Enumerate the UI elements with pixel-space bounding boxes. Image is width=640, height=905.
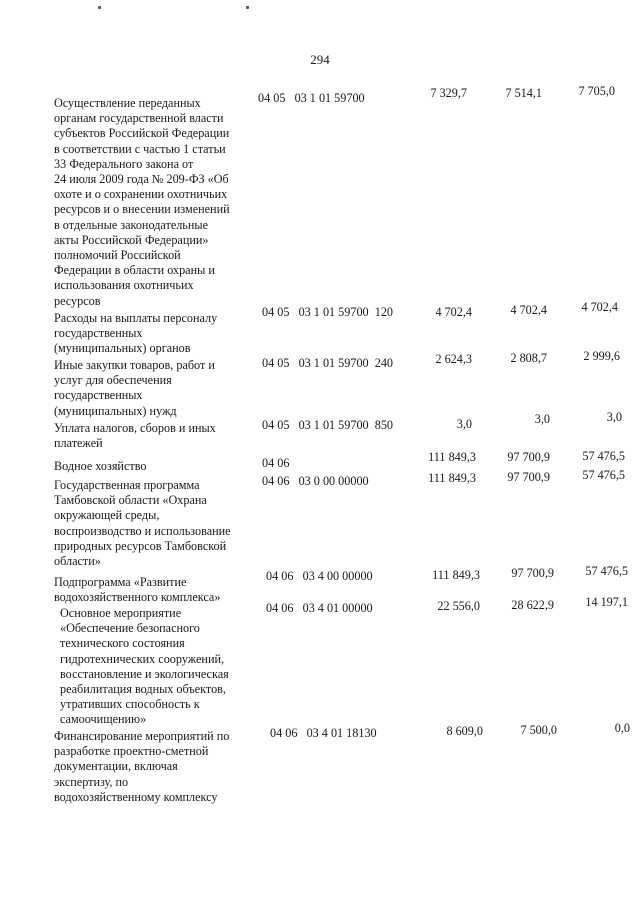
row-value-3: 4 702,4 <box>581 300 618 314</box>
row-value-2: 7 514,1 <box>505 86 542 100</box>
row-value-2: 97 700,9 <box>507 450 550 464</box>
row-description: Расходы на выплаты персоналу государственных (муниципальных) органов <box>54 311 218 356</box>
row-value-1: 8 609,0 <box>446 724 483 738</box>
row-value-3: 2 999,6 <box>583 349 620 363</box>
row-value-1: 3,0 <box>456 417 472 431</box>
row-code: 04 05 03 1 01 59700 240 <box>262 356 394 370</box>
row-description: Уплата налогов, сборов и иных платежей <box>54 421 216 451</box>
row-description: Основное мероприятие «Обеспечение безопасного технического состояния гидротехнических сооружений, восстановление и экологическая реабилитация водных объектов, утративших способность к самоочищению» <box>60 606 229 727</box>
row-value-3: 57 476,5 <box>585 564 628 578</box>
row-value-2: 3,0 <box>534 412 550 426</box>
row-value-1: 7 329,7 <box>430 86 467 100</box>
row-value-2: 7 500,0 <box>520 723 557 737</box>
row-value-3: 7 705,0 <box>578 84 615 98</box>
row-code: 04 06 03 4 01 00000 <box>266 601 373 615</box>
row-description: Государственная программа Тамбовской области «Охрана окружающей среды, воспроизводство и использование природных ресурсов Тамбовской области» <box>54 478 231 569</box>
row-value-1: 22 556,0 <box>437 599 480 613</box>
row-code: 04 06 03 4 01 18130 <box>270 726 377 740</box>
row-value-2: 97 700,9 <box>507 470 550 484</box>
row-value-1: 4 702,4 <box>435 305 472 319</box>
row-value-2: 28 622,9 <box>511 598 554 612</box>
scan-speck <box>98 6 101 9</box>
row-value-3: 3,0 <box>606 410 622 424</box>
row-code: 04 06 <box>262 456 290 470</box>
row-description: Водное хозяйство <box>54 459 147 473</box>
row-description: Осуществление переданных органам государственной власти субъектов Российской Федерации в соответствии с частью 1 статьи 33 Федерального закона от 24 июля 2009 года № 209-ФЗ «Об охоте и о сохранении охотничьих ресурсов и о внесении изменений в отдельные законодательные акты Российской Федерации» полномочий Российской Федерации в области охраны и использования охотничьих ресурсов <box>54 96 230 308</box>
row-description: Подпрограмма «Развитие водохозяйственного комплекса» <box>54 575 221 605</box>
row-code: 04 05 03 1 01 59700 850 <box>262 418 394 432</box>
row-code: 04 06 03 4 00 00000 <box>266 569 373 583</box>
row-value-1: 2 624,3 <box>435 352 472 366</box>
row-code: 04 05 03 1 01 59700 120 <box>262 305 394 319</box>
row-value-3: 57 476,5 <box>582 449 625 463</box>
scan-speck <box>246 6 249 9</box>
row-value-3: 0,0 <box>614 721 630 735</box>
row-code: 04 05 03 1 01 59700 <box>258 91 365 105</box>
row-description: Финансирование мероприятий по разработке проектно-сметной документации, включая экспертизу, по водохозяйственному комплексу <box>54 729 230 804</box>
row-description: Иные закупки товаров, работ и услуг для обеспечения государственных (муниципальных) нужд <box>54 358 215 418</box>
row-value-1: 111 849,3 <box>428 471 476 485</box>
row-value-2: 4 702,4 <box>510 303 547 317</box>
row-code: 04 06 03 0 00 00000 <box>262 474 369 488</box>
row-value-2: 2 808,7 <box>510 351 547 365</box>
row-value-1: 111 849,3 <box>428 450 476 464</box>
row-value-3: 57 476,5 <box>582 468 625 482</box>
row-value-3: 14 197,1 <box>585 595 628 609</box>
row-value-1: 111 849,3 <box>432 568 480 582</box>
page-number: 294 <box>310 52 330 67</box>
row-value-2: 97 700,9 <box>511 566 554 580</box>
